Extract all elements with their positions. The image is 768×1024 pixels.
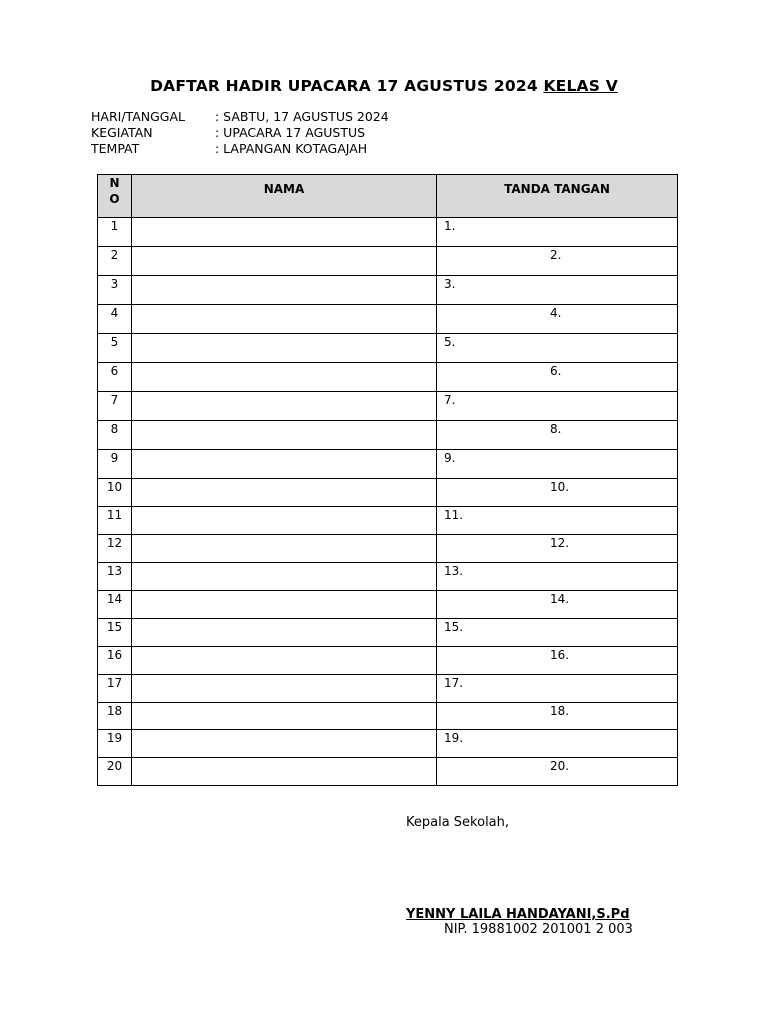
header-no-line2: O [109,192,120,206]
name-cell[interactable] [132,305,437,334]
signature-cell[interactable]: 20. [437,758,678,786]
signature-cell[interactable]: 15. [437,619,678,647]
title-main: DAFTAR HADIR UPACARA 17 AGUSTUS 2024 [150,77,544,95]
name-cell[interactable] [132,703,437,730]
table-header-row [98,175,678,218]
signature-cell[interactable]: 12. [437,535,678,563]
info-row-date [91,109,389,125]
header-no [98,175,132,218]
table-row [98,363,678,392]
table-row [98,619,678,647]
row-number: 3 [98,276,132,305]
signature-cell[interactable]: 10. [437,479,678,507]
name-cell[interactable] [132,507,437,535]
header-no-line1: N [109,176,120,190]
table-row [98,730,678,758]
name-cell[interactable] [132,247,437,276]
signature-cell[interactable]: 16. [437,647,678,675]
row-number: 10 [98,479,132,507]
name-cell[interactable] [132,363,437,392]
header-tanda-tangan: TANDA TANGAN [437,175,678,218]
info-label: KEGIATAN [91,125,153,140]
table-row [98,334,678,363]
row-number: 7 [98,392,132,421]
row-number: 11 [98,507,132,535]
table-row [98,247,678,276]
info-row-activity [91,125,389,141]
document-title [0,77,768,95]
name-cell[interactable] [132,758,437,786]
signature-cell[interactable]: 2. [437,247,678,276]
row-number: 2 [98,247,132,276]
attendance-table [97,174,678,786]
row-number: 6 [98,363,132,392]
name-cell[interactable] [132,421,437,450]
table-row [98,305,678,334]
table-row [98,591,678,619]
signature-cell[interactable]: 1. [437,218,678,247]
name-cell[interactable] [132,563,437,591]
signature-cell[interactable]: 17. [437,675,678,703]
info-value: : LAPANGAN KOTAGAJAH [215,141,368,156]
row-number: 17 [98,675,132,703]
title-class: KELAS V [543,77,618,95]
row-number: 8 [98,421,132,450]
signature-nip: NIP. 19881002 201001 2 003 [444,922,633,937]
signature-cell[interactable]: 8. [437,421,678,450]
signature-cell[interactable]: 3. [437,276,678,305]
row-number: 12 [98,535,132,563]
table-row [98,392,678,421]
table-row [98,563,678,591]
info-label: TEMPAT [91,141,140,156]
name-cell[interactable] [132,334,437,363]
signature-role: Kepala Sekolah, [406,815,510,830]
signature-name: YENNY LAILA HANDAYANI,S.Pd [406,907,630,922]
name-cell[interactable] [132,619,437,647]
signature-cell[interactable]: 4. [437,305,678,334]
row-number: 15 [98,619,132,647]
name-cell[interactable] [132,276,437,305]
table-row [98,535,678,563]
name-cell[interactable] [132,591,437,619]
name-cell[interactable] [132,647,437,675]
row-number: 1 [98,218,132,247]
name-cell[interactable] [132,392,437,421]
table-row [98,276,678,305]
name-cell[interactable] [132,218,437,247]
name-cell[interactable] [132,535,437,563]
row-number: 20 [98,758,132,786]
table-row [98,647,678,675]
signature-cell[interactable]: 5. [437,334,678,363]
row-number: 9 [98,450,132,479]
row-number: 19 [98,730,132,758]
signature-cell[interactable]: 11. [437,507,678,535]
table-row [98,675,678,703]
header-nama: NAMA [132,175,437,218]
table-row [98,450,678,479]
row-number: 18 [98,703,132,730]
table-row [98,507,678,535]
row-number: 14 [98,591,132,619]
signature-cell[interactable]: 18. [437,703,678,730]
signature-cell[interactable]: 6. [437,363,678,392]
row-number: 16 [98,647,132,675]
table-body [98,218,678,786]
name-cell[interactable] [132,450,437,479]
signature-cell[interactable]: 13. [437,563,678,591]
row-number: 13 [98,563,132,591]
info-label: HARI/TANGGAL [91,109,185,124]
name-cell[interactable] [132,479,437,507]
info-value: : SABTU, 17 AGUSTUS 2024 [215,109,389,124]
info-row-place [91,141,389,157]
row-number: 4 [98,305,132,334]
signature-cell[interactable]: 7. [437,392,678,421]
table-row [98,421,678,450]
event-info [91,109,389,157]
name-cell[interactable] [132,730,437,758]
name-cell[interactable] [132,675,437,703]
table-row [98,758,678,786]
table-row [98,479,678,507]
table-row [98,218,678,247]
table-row [98,703,678,730]
info-value: : UPACARA 17 AGUSTUS [215,125,366,140]
row-number: 5 [98,334,132,363]
signature-cell[interactable]: 14. [437,591,678,619]
signature-cell[interactable]: 9. [437,450,678,479]
signature-cell[interactable]: 19. [437,730,678,758]
